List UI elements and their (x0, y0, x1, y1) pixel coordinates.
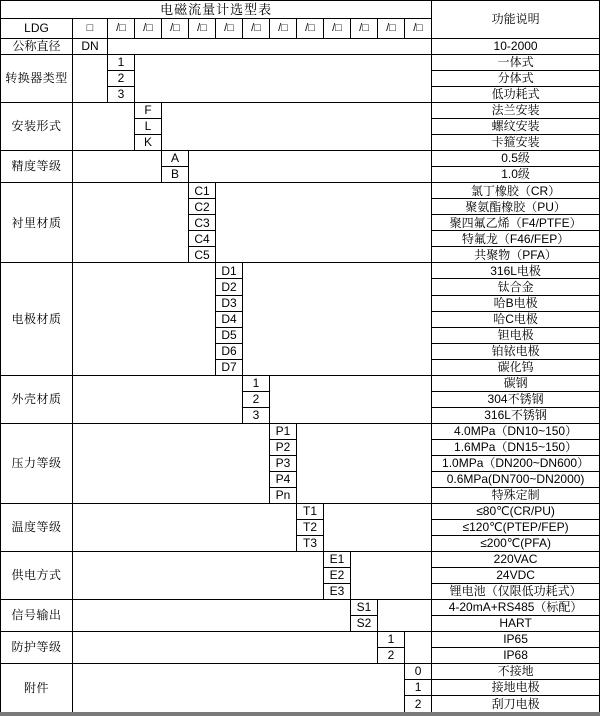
option-desc: 220VAC (432, 552, 600, 568)
category-label: 信号输出 (1, 600, 73, 632)
page-title: 电磁流量计选型表 (1, 1, 432, 19)
table-row (1, 664, 600, 680)
spacer-cell (216, 183, 432, 263)
category-label: 转换器类型 (1, 55, 73, 103)
option-code: E1 (324, 552, 351, 568)
model-slot: /□ (405, 19, 432, 39)
option-desc: 304不锈钢 (432, 391, 600, 407)
option-code: 3 (243, 407, 270, 423)
spacer-cell (378, 600, 432, 632)
option-code: 1 (378, 632, 405, 648)
model-slot: /□ (108, 19, 135, 39)
option-desc: 钽电极 (432, 327, 600, 343)
selection-table-body (1, 1, 600, 715)
option-code: F (135, 103, 162, 119)
option-code: C2 (189, 199, 216, 215)
option-desc: 特殊定制 (432, 487, 600, 503)
spacer-cell (73, 664, 405, 714)
model-slot: /□ (216, 19, 243, 39)
spacer-cell (351, 552, 432, 600)
option-desc: 螺纹安装 (432, 119, 600, 135)
category-label: 衬里材质 (1, 183, 73, 263)
spacer-cell (324, 503, 432, 551)
option-code: K (135, 135, 162, 151)
option-desc: 1.0MPa（DN200~DN600） (432, 455, 600, 471)
option-code: L (135, 119, 162, 135)
model-slot: /□ (324, 19, 351, 39)
option-desc: 不接地 (432, 664, 600, 680)
option-desc: 铂铱电极 (432, 343, 600, 359)
spacer-cell (73, 632, 378, 664)
option-code: 2 (405, 696, 432, 714)
option-code: 3 (108, 87, 135, 103)
table-row (1, 600, 600, 616)
option-code: 1 (405, 680, 432, 696)
option-desc: 碳钢 (432, 375, 600, 391)
table-row (1, 503, 600, 519)
diameter-code: DN (73, 39, 108, 55)
option-code: T3 (297, 535, 324, 551)
option-desc: 24VDC (432, 568, 600, 584)
spacer-cell (270, 375, 432, 423)
table-row (1, 1, 600, 19)
option-code: S1 (351, 600, 378, 616)
option-desc: 低功耗式 (432, 87, 600, 103)
spacer-cell (135, 55, 432, 103)
option-code: P3 (270, 455, 297, 471)
model-slot: /□ (135, 19, 162, 39)
spacer-cell (73, 423, 270, 503)
option-code: S2 (351, 616, 378, 632)
option-code: P2 (270, 439, 297, 455)
table-row (1, 183, 600, 199)
spacer-cell (162, 103, 432, 151)
option-desc: IP65 (432, 632, 600, 648)
spacer-cell (73, 55, 108, 103)
option-desc: 共聚物（PFA） (432, 247, 600, 263)
option-code: D7 (216, 359, 243, 375)
option-code: C1 (189, 183, 216, 199)
option-code: 1 (243, 375, 270, 391)
table-row (1, 375, 600, 391)
category-label: 温度等级 (1, 503, 73, 551)
option-code: T1 (297, 503, 324, 519)
model-slot: /□ (243, 19, 270, 39)
spacer-cell (73, 552, 324, 600)
table-row (1, 263, 600, 279)
option-desc: 1.6MPa（DN15~150） (432, 439, 600, 455)
option-code: D3 (216, 295, 243, 311)
option-desc: 接地电极 (432, 680, 600, 696)
option-code: 2 (378, 648, 405, 664)
table-row (1, 103, 600, 119)
category-label: 附件 (1, 664, 73, 714)
table-row (1, 552, 600, 568)
option-desc: 聚四氟乙烯（F4/PTFE） (432, 215, 600, 231)
option-desc: 刮刀电极 (432, 696, 600, 714)
category-label: 防护等级 (1, 632, 73, 664)
category-label: 安装形式 (1, 103, 73, 151)
spacer-cell (73, 183, 189, 263)
spacer-cell (189, 151, 432, 183)
option-code: A (162, 151, 189, 167)
model-slot: /□ (351, 19, 378, 39)
option-code: P1 (270, 423, 297, 439)
option-desc: ≤120℃(PTEP/FEP) (432, 519, 600, 535)
category-label: 供电方式 (1, 552, 73, 600)
option-desc: 分体式 (432, 71, 600, 87)
table-row (1, 151, 600, 167)
diameter-label: 公称直径 (1, 39, 73, 55)
category-label: 电极材质 (1, 263, 73, 375)
table-row (1, 423, 600, 439)
option-desc: 聚氨酯橡胶（PU） (432, 199, 600, 215)
spacer-cell (243, 263, 432, 375)
diameter-desc: 10-2000 (432, 39, 600, 55)
option-desc: HART (432, 616, 600, 632)
option-desc: 一体式 (432, 55, 600, 71)
option-desc: 316L电极 (432, 263, 600, 279)
option-desc: 4-20mA+RS485（标配） (432, 600, 600, 616)
option-desc: 哈C电极 (432, 311, 600, 327)
option-code: P4 (270, 471, 297, 487)
option-code: C4 (189, 231, 216, 247)
option-desc: ≤80℃(CR/PU) (432, 503, 600, 519)
option-desc: 特氟龙（F46/FEP） (432, 231, 600, 247)
model-prefix: LDG (1, 19, 73, 39)
option-code: 2 (243, 391, 270, 407)
option-code: D6 (216, 343, 243, 359)
option-code: 0 (405, 664, 432, 680)
option-code: D1 (216, 263, 243, 279)
option-desc: ≤200℃(PFA) (432, 535, 600, 551)
option-desc: 哈B电极 (432, 295, 600, 311)
option-code: D4 (216, 311, 243, 327)
option-desc: 碳化钨 (432, 359, 600, 375)
option-code: E3 (324, 584, 351, 600)
function-column-header: 功能说明 (432, 1, 600, 39)
option-desc: 卡箍安装 (432, 135, 600, 151)
option-desc: 0.5级 (432, 151, 600, 167)
spacer-cell (297, 423, 432, 503)
option-desc: 钛合金 (432, 279, 600, 295)
model-base-slot: □ (73, 19, 108, 39)
model-slot: /□ (162, 19, 189, 39)
option-desc: 1.0级 (432, 167, 600, 183)
option-desc: 4.0MPa（DN10~150） (432, 423, 600, 439)
option-code: 1 (108, 55, 135, 71)
option-desc: 法兰安装 (432, 103, 600, 119)
spacer-cell (73, 375, 243, 423)
spacer-cell (405, 632, 432, 664)
option-code: C5 (189, 247, 216, 263)
option-code: D5 (216, 327, 243, 343)
spacer-cell (73, 151, 162, 183)
spacer-cell (73, 600, 351, 632)
option-code: T2 (297, 519, 324, 535)
option-code: 2 (108, 71, 135, 87)
option-code: C3 (189, 215, 216, 231)
option-desc: 316L不锈钢 (432, 407, 600, 423)
option-desc: 0.6MPa(DN700~DN2000) (432, 471, 600, 487)
table-row (1, 55, 600, 71)
option-code: B (162, 167, 189, 183)
option-code: D2 (216, 279, 243, 295)
option-desc: IP68 (432, 648, 600, 664)
category-label: 精度等级 (1, 151, 73, 183)
spacer-cell (108, 39, 432, 55)
table-row (1, 39, 600, 55)
model-slot: /□ (270, 19, 297, 39)
category-label: 压力等级 (1, 423, 73, 503)
model-slot: /□ (378, 19, 405, 39)
option-desc: 氯丁橡胶（CR） (432, 183, 600, 199)
model-slot: /□ (297, 19, 324, 39)
option-code: Pn (270, 487, 297, 503)
spacer-cell (73, 103, 135, 151)
spacer-cell (73, 263, 216, 375)
option-code: E2 (324, 568, 351, 584)
option-desc: 锂电池（仅限低功耗式） (432, 584, 600, 600)
spacer-cell (73, 503, 297, 551)
category-label: 外壳材质 (1, 375, 73, 423)
table-row (1, 632, 600, 648)
model-slot: /□ (189, 19, 216, 39)
